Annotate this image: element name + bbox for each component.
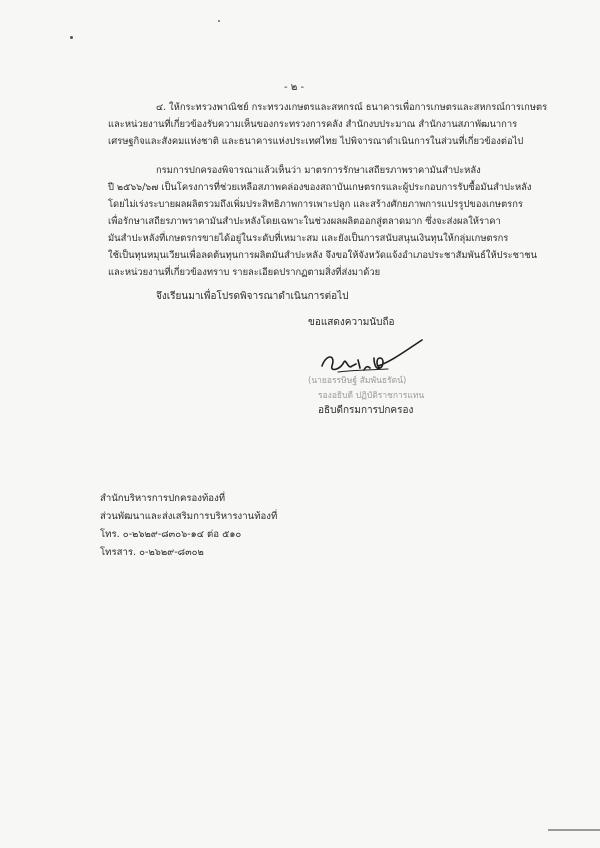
scan-speck	[70, 36, 73, 39]
sender-contact-block	[100, 490, 277, 562]
paragraph-line: และหน่วยงานที่เกี่ยวข้องรับความเห็นของกระทรวงการคลัง สำนักงบประมาณ สำนักงานสภาพัฒนาการ	[108, 119, 518, 130]
sender-fax: โทรสาร. ๐-๒๖๒๙-๘๓๐๒	[100, 547, 204, 558]
paragraph-instruction	[108, 99, 556, 150]
scan-speck	[218, 20, 220, 22]
paragraph-line: โดยไม่เร่งระบายผลผลิตรวมถึงเพิ่มประสิทธิภาพการเพาะปลูก และสร้างศักยภาพการแปรรูปของเกษตรกร	[108, 199, 523, 210]
paragraph-line: ๔. ให้กระทรวงพาณิชย์ กระทรวงเกษตรและสหกรณ์ ธนาคารเพื่อการเกษตรและสหกรณ์การเกษตร	[156, 102, 548, 113]
paragraph-line: ปี ๒๕๖๖/๖๗ เป็นโครงการที่ช่วยเหลือสภาพคล่องของสถาบันเกษตรกรและผู้ประกอบการรับซื้อมันสำปะหลัง	[108, 182, 532, 193]
scan-edge-line	[548, 829, 600, 831]
sender-phone: โทร. ๐-๒๖๒๙-๘๓๐๖-๑๔ ต่อ ๕๑๐	[100, 529, 242, 540]
paragraph-consideration	[108, 162, 556, 281]
signatory-position: รองอธิบดี ปฏิบัติราชการแทน	[318, 391, 425, 401]
paragraph-line: กรมการปกครองพิจารณาแล้วเห็นว่า มาตรการรักษาเสถียรภาพราคามันสำปะหลัง	[156, 165, 481, 176]
signatory-name: (นายอรรษิษฐ์ สัมพันธรัตน์)	[308, 376, 407, 386]
paragraph-line: เศรษฐกิจและสังคมแห่งชาติ และธนาคารแห่งประเทศไทย ไปพิจารณาดำเนินการในส่วนที่เกี่ยวข้องต่อไป	[108, 136, 524, 147]
paragraph-line: เพื่อรักษาเสถียรภาพราคามันสำปะหลังโดยเฉพาะในช่วงผลผลิตออกสู่ตลาดมาก ซึ่งจะส่งผลให้ราคา	[108, 216, 501, 227]
sender-office: สำนักบริหารการปกครองท้องที่	[100, 493, 226, 504]
regards-line: ขอแสดงความนับถือ	[308, 317, 395, 328]
signatory-title: อธิบดีกรมการปกครอง	[318, 405, 414, 416]
paragraph-line: มันสำปะหลังที่เกษตรกรขายได้อยู่ในระดับที่เหมาะสม และยังเป็นการสนับสนุนเงินทุนให้กลุ่มเกษตรกร	[108, 233, 509, 244]
paragraph-line: และหน่วยงานที่เกี่ยวข้องทราบ รายละเอียดปรากฏตามสิ่งที่ส่งมาด้วย	[108, 267, 381, 278]
closing-line: จึงเรียนมาเพื่อโปรดพิจารณาดำเนินการต่อไป	[156, 291, 349, 302]
sender-division: ส่วนพัฒนาและส่งเสริมการบริหารงานท้องที่	[100, 511, 278, 522]
page-number: - ๒ -	[284, 82, 305, 93]
paragraph-line: ใช้เป็นทุนหมุนเวียนเพื่อลดต้นทุนการผลิตมันสำปะหลัง จึงขอให้จังหวัดแจ้งอำเภอประชาสัมพันธ์ให้ประชาชน	[108, 250, 538, 261]
